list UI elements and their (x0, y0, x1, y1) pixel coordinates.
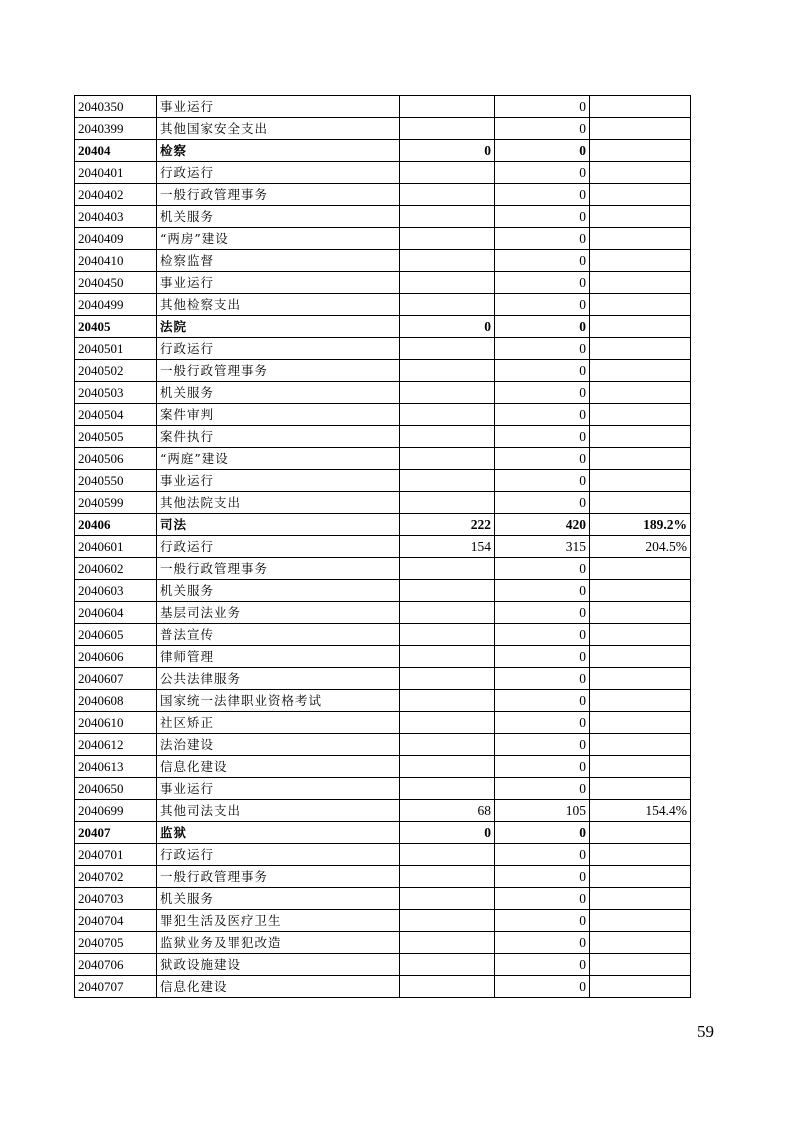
current-value-cell: 0 (495, 712, 590, 734)
current-value-cell: 0 (495, 602, 590, 624)
item-name-cell: 行政运行 (157, 162, 400, 184)
item-name-cell: 律师管理 (157, 646, 400, 668)
item-code-cell: 2040608 (75, 690, 157, 712)
prior-value-cell (400, 492, 495, 514)
item-name-cell: 一般行政管理事务 (157, 558, 400, 580)
percent-cell (590, 448, 691, 470)
item-code-cell: 2040501 (75, 338, 157, 360)
item-name-cell: 其他国家安全支出 (157, 118, 400, 140)
item-name-cell: 案件审判 (157, 404, 400, 426)
item-name-cell: 案件执行 (157, 426, 400, 448)
percent-cell (590, 822, 691, 844)
percent-cell: 189.2% (590, 514, 691, 536)
item-name-cell: 一般行政管理事务 (157, 360, 400, 382)
prior-value-cell (400, 866, 495, 888)
prior-value-cell (400, 668, 495, 690)
prior-value-cell (400, 932, 495, 954)
item-code-cell: 2040705 (75, 932, 157, 954)
prior-value-cell: 222 (400, 514, 495, 536)
percent-cell (590, 294, 691, 316)
current-value-cell: 0 (495, 778, 590, 800)
current-value-cell: 0 (495, 184, 590, 206)
item-name-cell: 事业运行 (157, 272, 400, 294)
current-value-cell: 420 (495, 514, 590, 536)
prior-value-cell (400, 690, 495, 712)
percent-cell (590, 954, 691, 976)
prior-value-cell (400, 580, 495, 602)
percent-cell (590, 206, 691, 228)
table-row (75, 338, 691, 360)
table-row (75, 536, 691, 558)
item-name-cell: 机关服务 (157, 580, 400, 602)
item-name-cell: 司法 (157, 514, 400, 536)
current-value-cell: 315 (495, 536, 590, 558)
item-code-cell: 2040505 (75, 426, 157, 448)
item-code-cell: 2040703 (75, 888, 157, 910)
item-name-cell: 行政运行 (157, 536, 400, 558)
percent-cell (590, 844, 691, 866)
item-code-cell: 2040603 (75, 580, 157, 602)
percent-cell (590, 360, 691, 382)
table-row (75, 404, 691, 426)
percent-cell: 154.4% (590, 800, 691, 822)
item-name-cell: 监狱 (157, 822, 400, 844)
table-row (75, 822, 691, 844)
item-name-cell: 机关服务 (157, 206, 400, 228)
item-name-cell: 信息化建设 (157, 976, 400, 998)
item-code-cell: 2040701 (75, 844, 157, 866)
percent-cell (590, 646, 691, 668)
item-name-cell: 其他法院支出 (157, 492, 400, 514)
item-code-cell: 20406 (75, 514, 157, 536)
percent-cell (590, 932, 691, 954)
table-body (75, 96, 691, 998)
percent-cell (590, 492, 691, 514)
table-row (75, 624, 691, 646)
percent-cell (590, 888, 691, 910)
table-row (75, 602, 691, 624)
item-name-cell: 法院 (157, 316, 400, 338)
prior-value-cell (400, 360, 495, 382)
table-row (75, 184, 691, 206)
item-code-cell: 2040699 (75, 800, 157, 822)
item-code-cell: 2040704 (75, 910, 157, 932)
current-value-cell: 0 (495, 404, 590, 426)
percent-cell (590, 382, 691, 404)
percent-cell (590, 756, 691, 778)
current-value-cell: 0 (495, 932, 590, 954)
prior-value-cell (400, 96, 495, 118)
percent-cell (590, 96, 691, 118)
table-row (75, 646, 691, 668)
table-row (75, 888, 691, 910)
prior-value-cell (400, 624, 495, 646)
item-code-cell: 2040650 (75, 778, 157, 800)
table-row (75, 712, 691, 734)
item-code-cell: 2040410 (75, 250, 157, 272)
prior-value-cell (400, 184, 495, 206)
prior-value-cell (400, 756, 495, 778)
table-row (75, 448, 691, 470)
table-row (75, 976, 691, 998)
prior-value-cell (400, 734, 495, 756)
item-name-cell: 一般行政管理事务 (157, 866, 400, 888)
item-code-cell: 2040599 (75, 492, 157, 514)
prior-value-cell (400, 954, 495, 976)
item-code-cell: 2040350 (75, 96, 157, 118)
prior-value-cell (400, 976, 495, 998)
item-name-cell: 事业运行 (157, 470, 400, 492)
item-code-cell: 2040550 (75, 470, 157, 492)
percent-cell (590, 558, 691, 580)
table-row (75, 932, 691, 954)
current-value-cell: 0 (495, 646, 590, 668)
current-value-cell: 0 (495, 580, 590, 602)
current-value-cell: 0 (495, 206, 590, 228)
table-row (75, 382, 691, 404)
prior-value-cell: 0 (400, 316, 495, 338)
table-row (75, 360, 691, 382)
percent-cell (590, 272, 691, 294)
item-name-cell: 基层司法业务 (157, 602, 400, 624)
table-row (75, 800, 691, 822)
item-code-cell: 2040606 (75, 646, 157, 668)
percent-cell (590, 470, 691, 492)
percent-cell (590, 734, 691, 756)
current-value-cell: 0 (495, 96, 590, 118)
item-name-cell: 狱政设施建设 (157, 954, 400, 976)
table-row (75, 668, 691, 690)
table-row (75, 492, 691, 514)
item-code-cell: 2040450 (75, 272, 157, 294)
item-code-cell: 2040409 (75, 228, 157, 250)
prior-value-cell: 68 (400, 800, 495, 822)
current-value-cell: 0 (495, 228, 590, 250)
item-name-cell: 行政运行 (157, 844, 400, 866)
table-row (75, 162, 691, 184)
item-name-cell: 其他检察支出 (157, 294, 400, 316)
item-name-cell: 其他司法支出 (157, 800, 400, 822)
table-row (75, 690, 691, 712)
current-value-cell: 0 (495, 756, 590, 778)
prior-value-cell (400, 646, 495, 668)
table-row (75, 866, 691, 888)
item-code-cell: 2040401 (75, 162, 157, 184)
current-value-cell: 0 (495, 162, 590, 184)
current-value-cell: 0 (495, 668, 590, 690)
current-value-cell: 0 (495, 690, 590, 712)
prior-value-cell (400, 250, 495, 272)
table-row (75, 910, 691, 932)
table-row (75, 272, 691, 294)
item-code-cell: 20404 (75, 140, 157, 162)
item-code-cell: 2040607 (75, 668, 157, 690)
current-value-cell: 0 (495, 558, 590, 580)
table-row (75, 580, 691, 602)
current-value-cell: 0 (495, 448, 590, 470)
current-value-cell: 0 (495, 294, 590, 316)
prior-value-cell: 154 (400, 536, 495, 558)
table-row (75, 470, 691, 492)
current-value-cell: 0 (495, 492, 590, 514)
prior-value-cell (400, 382, 495, 404)
prior-value-cell (400, 162, 495, 184)
item-code-cell: 20407 (75, 822, 157, 844)
prior-value-cell (400, 602, 495, 624)
prior-value-cell (400, 844, 495, 866)
current-value-cell: 0 (495, 426, 590, 448)
prior-value-cell (400, 338, 495, 360)
percent-cell (590, 580, 691, 602)
current-value-cell: 0 (495, 734, 590, 756)
percent-cell: 204.5% (590, 536, 691, 558)
prior-value-cell (400, 888, 495, 910)
item-code-cell: 2040402 (75, 184, 157, 206)
prior-value-cell: 0 (400, 140, 495, 162)
prior-value-cell (400, 470, 495, 492)
item-code-cell: 2040605 (75, 624, 157, 646)
item-name-cell: “两庭”建设 (157, 448, 400, 470)
percent-cell (590, 140, 691, 162)
item-name-cell: 行政运行 (157, 338, 400, 360)
percent-cell (590, 712, 691, 734)
prior-value-cell (400, 272, 495, 294)
item-code-cell: 2040506 (75, 448, 157, 470)
percent-cell (590, 778, 691, 800)
current-value-cell: 0 (495, 118, 590, 140)
prior-value-cell (400, 910, 495, 932)
table-row (75, 778, 691, 800)
prior-value-cell (400, 206, 495, 228)
prior-value-cell (400, 558, 495, 580)
percent-cell (590, 426, 691, 448)
table-row (75, 96, 691, 118)
current-value-cell: 0 (495, 910, 590, 932)
table-row (75, 954, 691, 976)
current-value-cell: 0 (495, 844, 590, 866)
item-name-cell: 普法宣传 (157, 624, 400, 646)
percent-cell (590, 184, 691, 206)
item-name-cell: 事业运行 (157, 96, 400, 118)
table-row (75, 140, 691, 162)
table-row (75, 558, 691, 580)
current-value-cell: 105 (495, 800, 590, 822)
current-value-cell: 0 (495, 382, 590, 404)
current-value-cell: 0 (495, 866, 590, 888)
budget-table (74, 95, 691, 998)
percent-cell (590, 338, 691, 360)
item-name-cell: 社区矫正 (157, 712, 400, 734)
prior-value-cell (400, 228, 495, 250)
item-code-cell: 2040403 (75, 206, 157, 228)
item-name-cell: 检察 (157, 140, 400, 162)
current-value-cell: 0 (495, 140, 590, 162)
percent-cell (590, 316, 691, 338)
table-row (75, 228, 691, 250)
percent-cell (590, 624, 691, 646)
item-code-cell: 2040604 (75, 602, 157, 624)
prior-value-cell (400, 448, 495, 470)
table-row (75, 844, 691, 866)
current-value-cell: 0 (495, 338, 590, 360)
current-value-cell: 0 (495, 470, 590, 492)
item-code-cell: 2040504 (75, 404, 157, 426)
item-code-cell: 2040707 (75, 976, 157, 998)
current-value-cell: 0 (495, 624, 590, 646)
item-code-cell: 2040399 (75, 118, 157, 140)
item-name-cell: 检察监督 (157, 250, 400, 272)
page-number: 59 (697, 1022, 714, 1041)
prior-value-cell (400, 404, 495, 426)
item-name-cell: 国家统一法律职业资格考试 (157, 690, 400, 712)
item-code-cell: 2040499 (75, 294, 157, 316)
percent-cell (590, 250, 691, 272)
table-row (75, 118, 691, 140)
prior-value-cell (400, 778, 495, 800)
item-code-cell: 2040702 (75, 866, 157, 888)
table-row (75, 734, 691, 756)
item-code-cell: 2040613 (75, 756, 157, 778)
current-value-cell: 0 (495, 954, 590, 976)
table-row (75, 514, 691, 536)
percent-cell (590, 118, 691, 140)
prior-value-cell (400, 118, 495, 140)
item-code-cell: 20405 (75, 316, 157, 338)
current-value-cell: 0 (495, 360, 590, 382)
item-code-cell: 2040610 (75, 712, 157, 734)
table-row (75, 250, 691, 272)
current-value-cell: 0 (495, 250, 590, 272)
prior-value-cell (400, 294, 495, 316)
current-value-cell: 0 (495, 272, 590, 294)
current-value-cell: 0 (495, 822, 590, 844)
item-code-cell: 2040502 (75, 360, 157, 382)
table-row (75, 294, 691, 316)
item-name-cell: 事业运行 (157, 778, 400, 800)
percent-cell (590, 602, 691, 624)
percent-cell (590, 228, 691, 250)
percent-cell (590, 866, 691, 888)
current-value-cell: 0 (495, 888, 590, 910)
percent-cell (590, 910, 691, 932)
prior-value-cell (400, 712, 495, 734)
item-code-cell: 2040612 (75, 734, 157, 756)
item-code-cell: 2040602 (75, 558, 157, 580)
prior-value-cell (400, 426, 495, 448)
current-value-cell: 0 (495, 316, 590, 338)
item-name-cell: 监狱业务及罪犯改造 (157, 932, 400, 954)
table-row (75, 316, 691, 338)
table-row (75, 756, 691, 778)
prior-value-cell: 0 (400, 822, 495, 844)
table-row (75, 426, 691, 448)
item-name-cell: 机关服务 (157, 888, 400, 910)
item-name-cell: 机关服务 (157, 382, 400, 404)
percent-cell (590, 690, 691, 712)
item-name-cell: 法治建设 (157, 734, 400, 756)
percent-cell (590, 976, 691, 998)
table-row (75, 206, 691, 228)
percent-cell (590, 162, 691, 184)
item-name-cell: 公共法律服务 (157, 668, 400, 690)
percent-cell (590, 404, 691, 426)
item-name-cell: 一般行政管理事务 (157, 184, 400, 206)
item-code-cell: 2040503 (75, 382, 157, 404)
item-code-cell: 2040706 (75, 954, 157, 976)
item-name-cell: 信息化建设 (157, 756, 400, 778)
item-name-cell: “两房”建设 (157, 228, 400, 250)
percent-cell (590, 668, 691, 690)
item-name-cell: 罪犯生活及医疗卫生 (157, 910, 400, 932)
current-value-cell: 0 (495, 976, 590, 998)
item-code-cell: 2040601 (75, 536, 157, 558)
